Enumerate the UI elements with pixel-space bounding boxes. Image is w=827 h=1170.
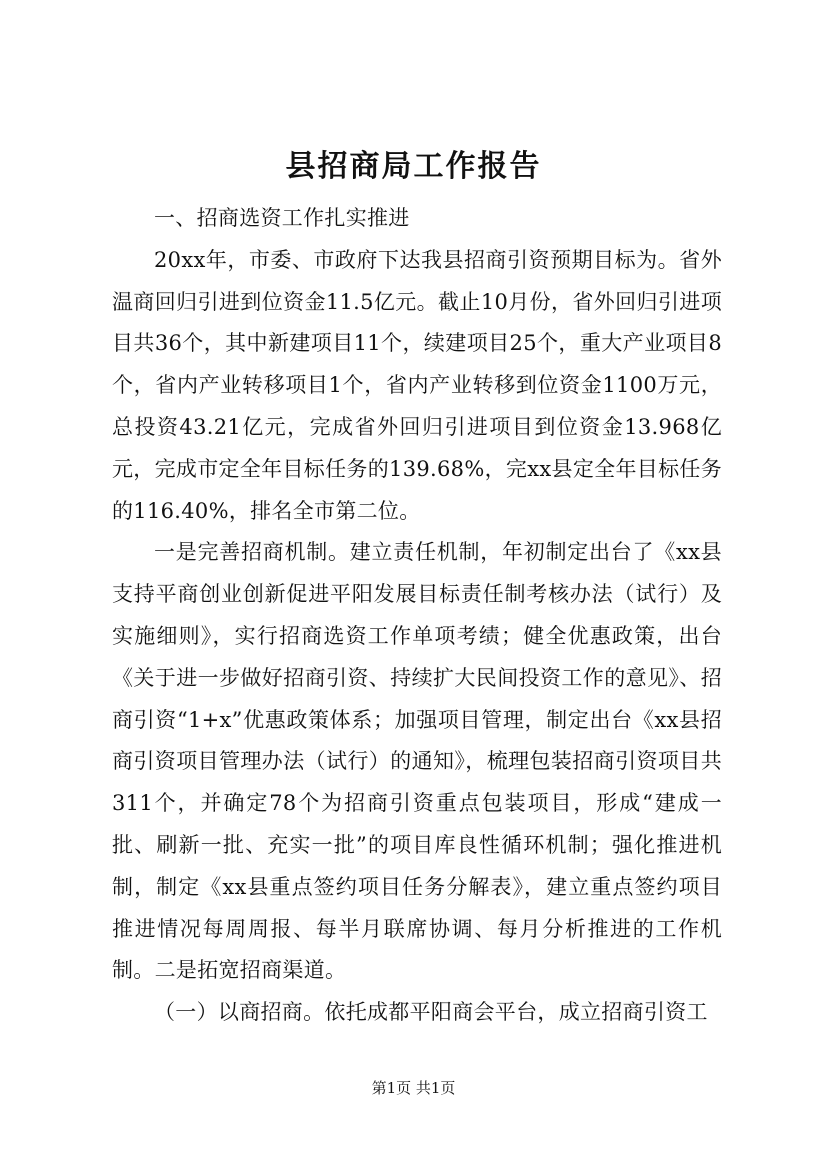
body-paragraph: 一是完善招商机制。建立责任机制，年初制定出台了《xx县支持平商创业创新促进平阳发展目标责任制考核办法（试行）及实施细则》，实行招商选资工作单项考绩；健全优惠政策，出台《关于进一步做好招商引资、持续扩大民间投资工作的意见》、招商引资“1+x”优惠政策体系；加强项目管理，制定出台《xx县招商引资项目管理办法（试行）的通知》，梳理包装招商引资项目共311个，并确定78个为招商引资重点包装项目，形成“建成一批、刷新一批、充实一批”的项目库良性循环机制；强化推进机制，制定《xx县重点签约项目任务分解表》，建立重点签约项目推进情况每周周报、每半月联席协调、每月分析推进的工作机制。二是拓宽招商渠道。 xyxy=(112,540,722,983)
page-footer: 第1页 共1页 xyxy=(371,1079,456,1097)
sub-heading-paragraph: （一）以商招商。依托成都平阳商会平台，成立招商引资工 xyxy=(154,1000,708,1025)
body-paragraph: 20xx年，市委、市政府下达我县招商引资预期目标为。省外温商回归引进到位资金11.5亿元。截止10月份，省外回归引进项目共36个，其中新建项目11个，续建项目25个，重大产业项目8个，省内产业转移项目1个，省内产业转移到位资金1100万元，总投资43.21亿元，完成省外回归引进项目到位资金13.968亿元，完成市定全年目标任务的139.68%，完xx县定全年目标任务的116.40%，排名全市第二位。 xyxy=(112,247,722,523)
document-body xyxy=(112,198,722,1034)
section-heading: 一、招商选资工作扎实推进 xyxy=(154,206,410,230)
document-title: 县招商局工作报告 xyxy=(285,149,542,184)
